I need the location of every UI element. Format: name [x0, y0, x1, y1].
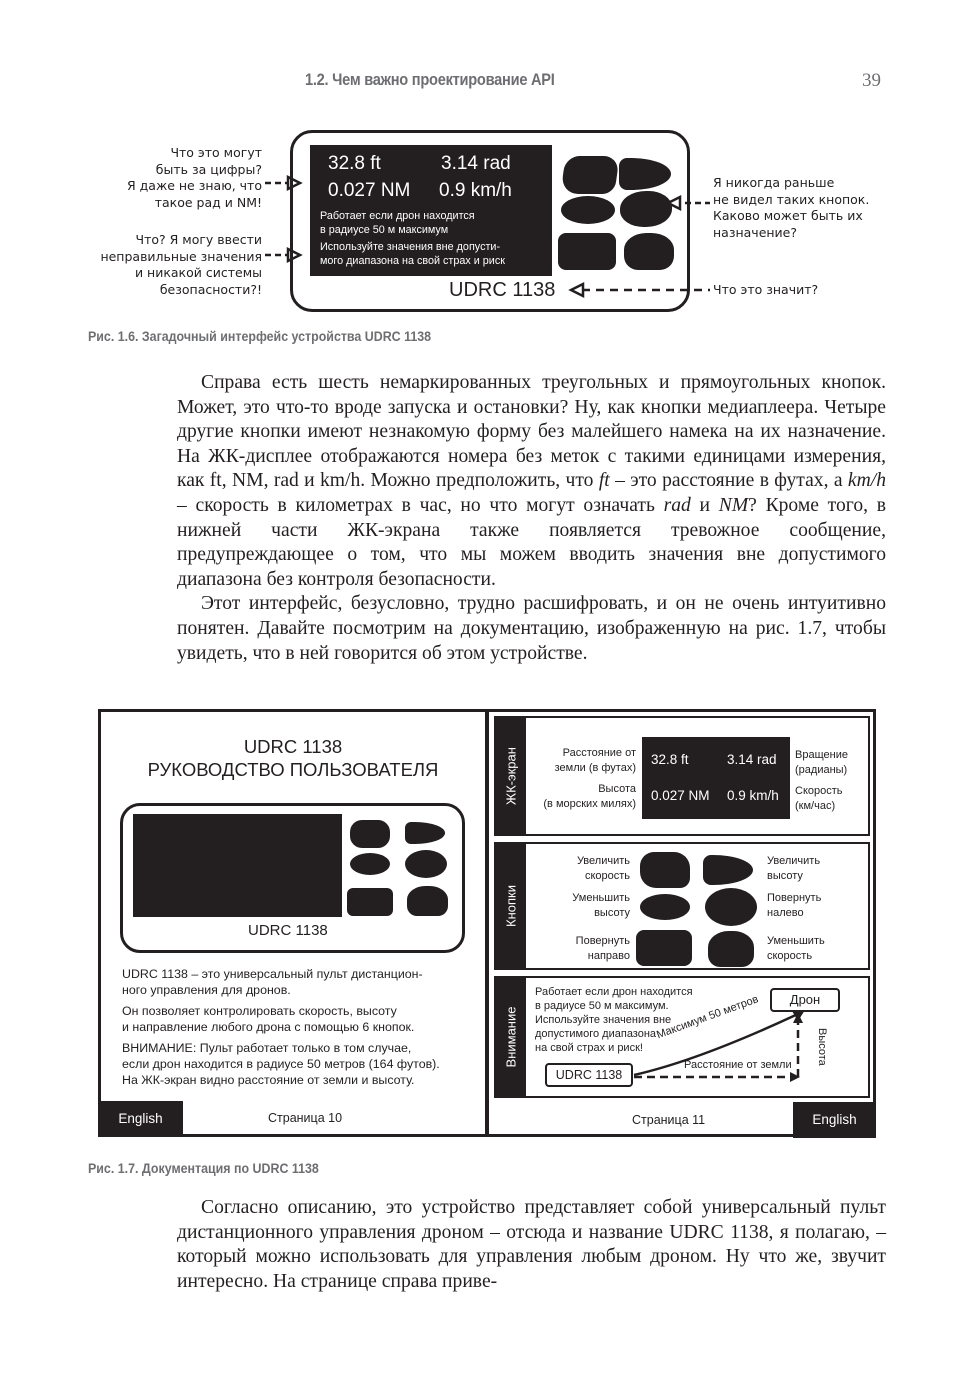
figure-caption-1-7: Рис. 1.7. Документация по UDRC 1138 — [88, 1161, 319, 1176]
manual-title: UDRC 1138 РУКОВОДСТВО ПОЛЬЗОВАТЕЛЯ — [147, 736, 439, 780]
lcd-speed: 0.9 km/h — [439, 180, 512, 201]
page-number: 39 — [862, 70, 881, 91]
lcd-screen — [310, 145, 552, 276]
manual-button-4 — [405, 850, 447, 878]
running-header-title: 1.2. Чем важно проектирование API — [305, 70, 555, 89]
manual-button-5 — [347, 888, 393, 916]
lcd-rotation: 3.14 rad — [441, 153, 511, 174]
annotation-left-bottom: Что? Я могу ввести неправильные значения и никакой системы безопасности?! — [100, 232, 262, 297]
language-tab-english-left[interactable]: English — [98, 1101, 183, 1137]
label-decrease-altitude: Уменьшить высоту — [572, 892, 630, 919]
tab-lcd: ЖК-экран — [496, 718, 526, 834]
body-text-section-1 — [177, 371, 886, 666]
manual-btn-increase-speed — [640, 852, 690, 888]
button-rect[interactable] — [558, 233, 616, 270]
manual-button-6 — [407, 886, 448, 916]
manual-button-3 — [350, 853, 390, 875]
warning-text: Работает если дрон находится в радиусе 50 м максимум. Используйте значения вне допустимого диапазона на свой страх и риск! — [535, 986, 693, 1054]
manual-lcd-altitude: 32.8 ft — [651, 752, 689, 767]
button-trapezoid[interactable] — [624, 233, 674, 270]
manual-btn-turn-left — [705, 888, 757, 926]
ground-distance-label: Расстояние от земли — [684, 1059, 792, 1071]
label-turn-left: Повернуть налево — [767, 892, 822, 919]
annotation-left-top: Что это могут быть за цифры? Я даже не знаю, что такое рад и NM! — [127, 145, 262, 210]
manual-button-1 — [350, 820, 390, 848]
lcd-distance: 0.027 NM — [328, 180, 411, 201]
manual-lcd-blank — [133, 814, 342, 917]
page-label-11: Страница 11 — [632, 1113, 706, 1127]
lcd-altitude: 32.8 ft — [328, 153, 381, 174]
paragraph: Справа есть шесть немаркированных треугольных и прямоугольных кнопок. Может, это что-то вроде запуска и остановки? Ну, как кнопки медиаплеера. Четыре другие кнопки имеют незнакомую форму без малейшего намека на их назначение. На ЖК-дисплее отображаются номера без меток с такими единицами измерения, как ft, NM, rad и km/h. Можно предположить, что ft – это расстояние в футах, а km/h – скорость в километрах в час, но что могут означать rad и NM? Кроме того, в нижней части ЖК-экрана также появляется тревожное сообщение, предупреждающее о том, что мы можем вводить значения вне допустимого диапазона без контроля безопасности. — [177, 372, 886, 590]
manual-description: UDRC 1138 – это универсальный пульт дистанцион- ного управления для дронов. Он позволяет контролировать скорость, высоту и направление любого дрона с помощью 6 кнопок. ВНИМАНИЕ: Пульт работает только в том случае, если дрон находится в радиусе 50 метров (164 футов). На ЖК-экран видно расстояние от земли и высоту. — [122, 967, 440, 1087]
height-label: Высота — [816, 1028, 828, 1066]
max-distance-label: Максимум 50 метров — [655, 993, 761, 1042]
label-turn-right: Повернуть направо — [575, 935, 630, 962]
label-rotation: Вращение (радианы) — [795, 749, 848, 776]
lcd-warning-message: Используйте значения вне допусти- мого диапазона на свой страх и риск — [320, 241, 505, 267]
device-box: UDRC 1138 — [545, 1063, 633, 1087]
figure-caption-1-6: Рис. 1.6. Загадочный интерфейс устройства UDRC 1138 — [88, 329, 432, 344]
button-blob-1[interactable] — [560, 156, 619, 194]
manual-lcd — [642, 737, 790, 819]
manual-lcd-distance: 0.027 NM — [651, 788, 710, 803]
label-speed: Скорость (км/час) — [795, 785, 843, 812]
label-altitude: Расстояние от земли (в футах) — [554, 747, 636, 774]
button-lens-left[interactable] — [561, 196, 615, 224]
manual-btn-turn-right — [636, 930, 692, 966]
paragraph: Согласно описанию, это устройство представляет собой универсальный пульт дистанционного управления дроном – отсюда и название UDRC 1138, я полагаю, – который можно использовать для управления любым дроном. Ну что же, звучит интересно. На странице справа приве- — [177, 1197, 886, 1292]
body-text-section-2 — [177, 1196, 886, 1294]
drone-box: Дрон — [770, 988, 840, 1012]
manual-device-label: UDRC 1138 — [248, 922, 328, 939]
label-increase-speed: Увеличить скорость — [576, 855, 630, 882]
annotation-right-bottom: Что это значит? — [713, 282, 819, 297]
lcd-range-message: Работает если дрон находится в радиусе 50 м максимум — [320, 210, 475, 236]
manual-lcd-rotation: 3.14 rad — [727, 752, 777, 767]
manual-btn-decrease-altitude — [640, 894, 690, 920]
tab-buttons: Кнопки — [496, 844, 526, 968]
label-distance: Высота (в морских милях) — [543, 783, 636, 810]
annotation-right-top: Я никогда раньше не видел таких кнопок. Каково может быть их назначение? — [713, 175, 870, 240]
device-label: UDRC 1138 — [449, 279, 556, 301]
language-tab-english-right[interactable]: English — [793, 1102, 876, 1138]
button-lens-right[interactable] — [620, 191, 672, 227]
label-increase-altitude: Увеличить высоту — [767, 855, 821, 882]
manual-btn-decrease-speed — [708, 931, 754, 967]
page-label-10: Страница 10 — [268, 1111, 343, 1125]
tab-warning: Внимание — [496, 978, 526, 1096]
paragraph: Этот интерфейс, безусловно, трудно расшифровать, и он не очень интуитивно понятен. Давайте посмотрим на документацию, изображенную на рис. 1.7, чтобы увидеть, что в ней говорится об этом устройстве. — [177, 593, 886, 664]
manual-lcd-speed: 0.9 km/h — [727, 788, 779, 803]
label-decrease-speed: Уменьшить скорость — [767, 935, 825, 962]
